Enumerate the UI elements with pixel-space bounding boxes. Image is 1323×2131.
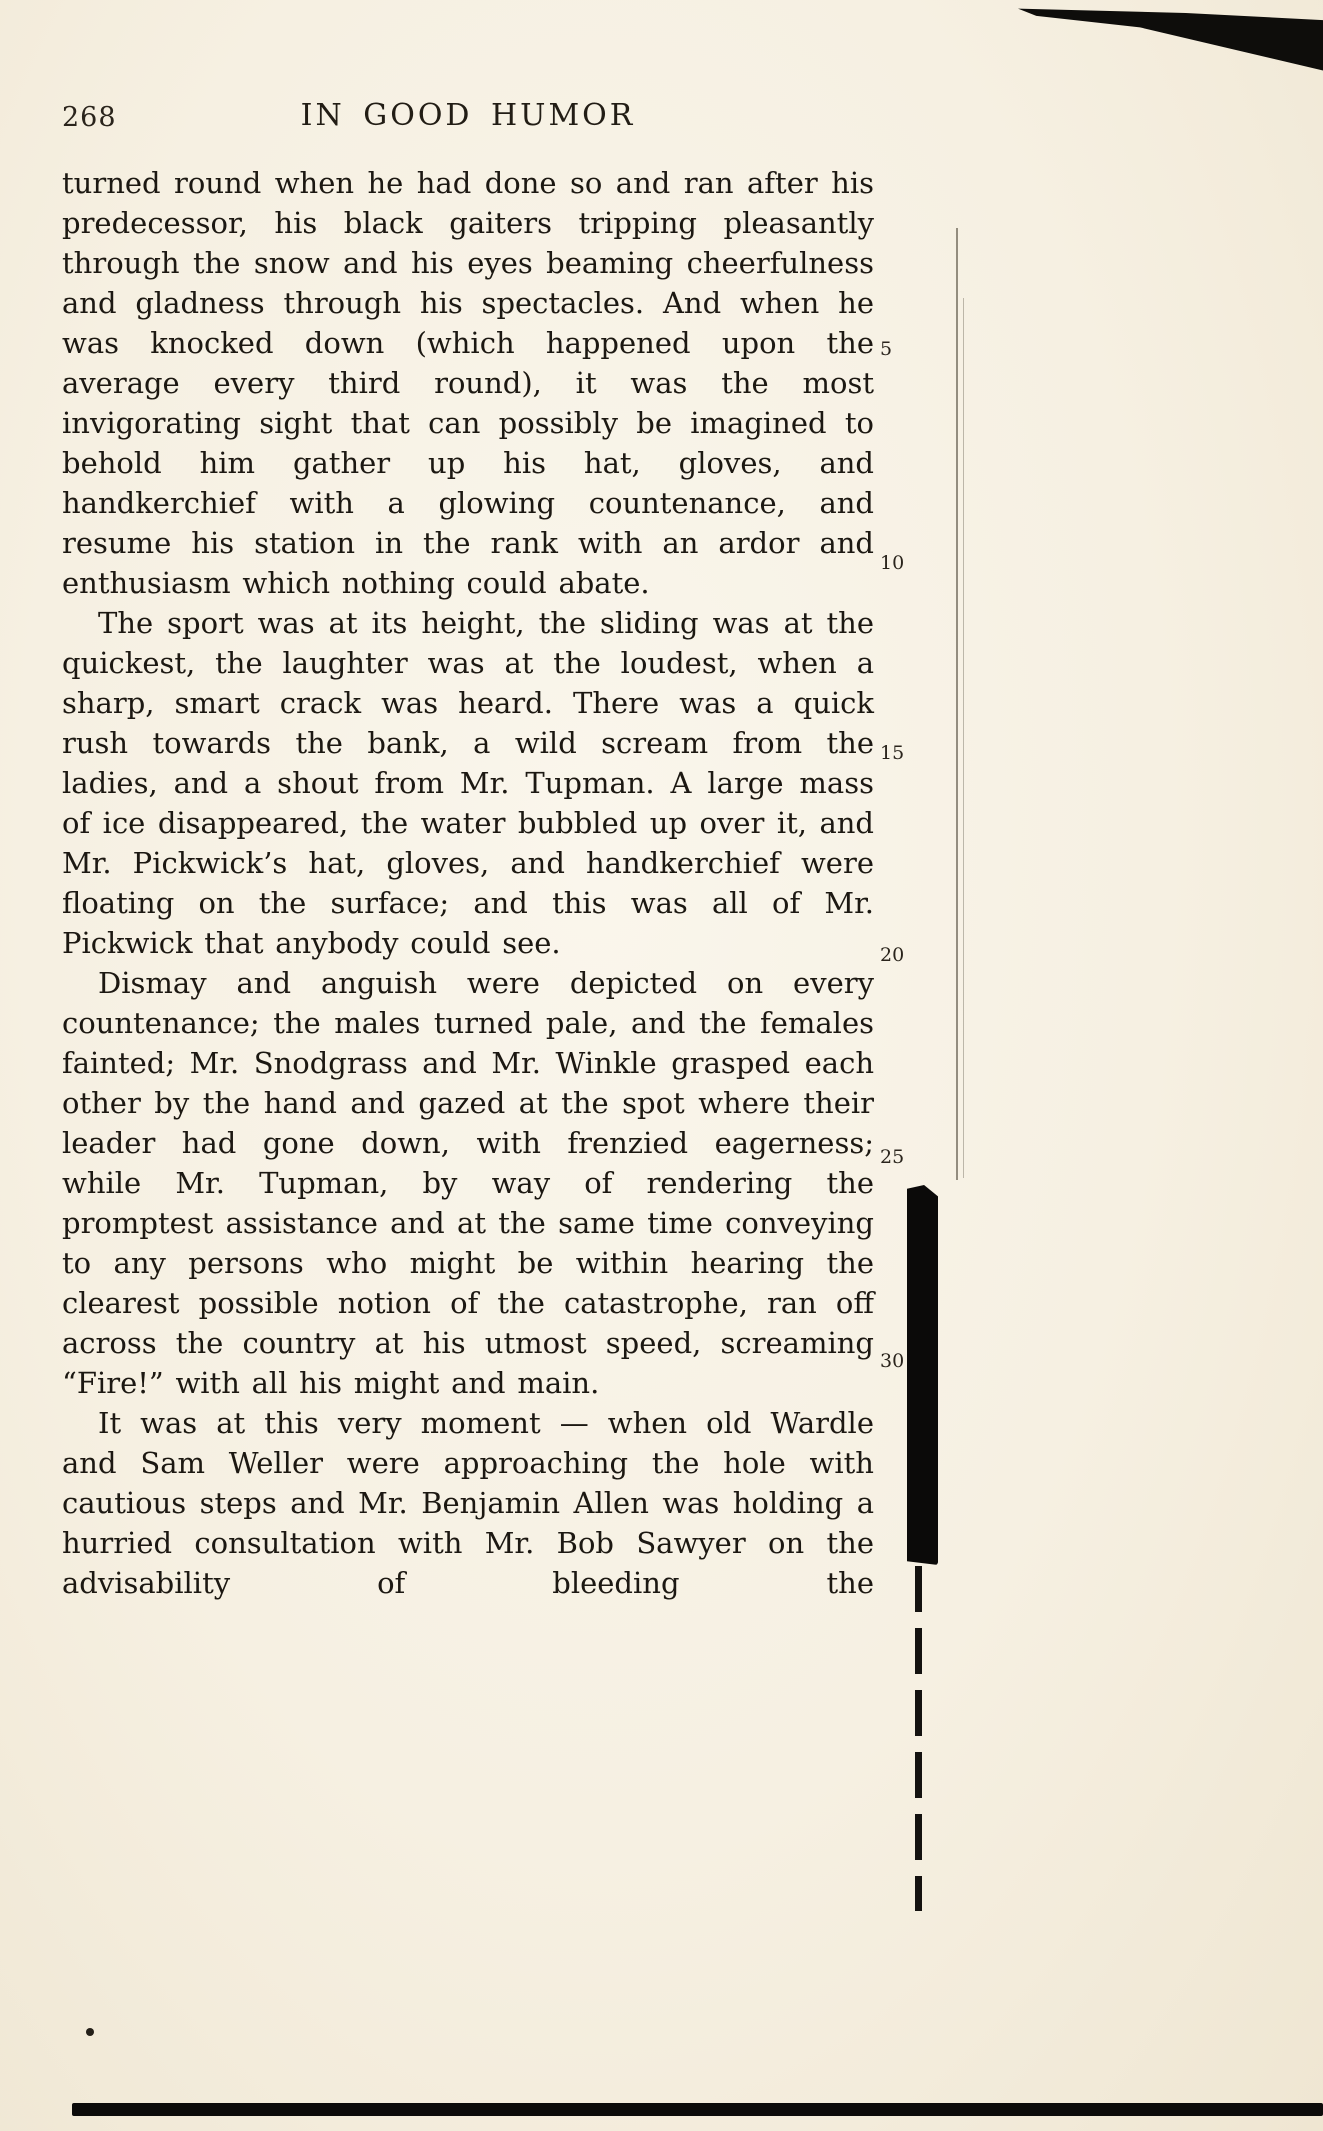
paragraph-4: It was at this very moment — when old Wardle and Sam Weller were approaching the hole with cautious steps and Mr. Benjamin Allen was holding a hurried consultation with Mr. Bob Sawyer on the advisability of bleeding the: [62, 1406, 874, 1600]
running-header: IN GOOD HUMOR: [300, 98, 636, 133]
scan-page-edge-line-2: [963, 298, 964, 1178]
page-head: [62, 98, 874, 140]
scan-corner-fold-artifact: [1018, 0, 1323, 72]
line-number-20: 20: [880, 944, 905, 966]
line-number-5: 5: [880, 338, 893, 360]
paragraph-1: turned round when he had done so and ran after his predecessor, his black gaiters tripping pleasantly through the snow and his eyes beaming cheerfulness and gladness through his spectacles. And when he was knocked down (which happened upon the average every third round), it was the most invigorating sight that can possibly be imagined to behold him gather up his hat, gloves, and handkerchief with a glowing countenance, and resume his station in the rank with an ardor and enthusiasm which nothing could abate.: [62, 166, 874, 600]
paragraph-3: Dismay and anguish were depicted on every countenance; the males turned pale, and the females fainted; Mr. Snodgrass and Mr. Winkle grasped each other by the hand and gazed at the spot where their leader had gone down, with frenzied eagerness; while Mr. Tupman, by way of rendering the promptest assistance and at the same time conveying to any persons who might be within hearing the clearest possible notion of the catastrophe, ran off across the country at his utmost speed, screaming “Fire!” with all his might and main.: [62, 966, 874, 1400]
line-number-25: 25: [880, 1146, 905, 1168]
scan-ink-tail-artifact: [915, 1566, 922, 1911]
scan-stray-dot-artifact: [86, 2028, 94, 2036]
paragraph-2: The sport was at its height, the sliding was at the quickest, the laughter was at the loudest, when a sharp, smart crack was heard. There was a quick rush towards the bank, a wild scream from the ladies, and a shout from Mr. Tupman. A large mass of ice disappeared, the water bubbled up over it, and Mr. Pickwick’s hat, gloves, and handkerchief were floating on the surface; and this was all of Mr. Pickwick that anybody could see.: [62, 606, 874, 960]
scan-ink-bar-artifact: [907, 1185, 938, 1565]
line-number-10: 10: [880, 552, 905, 574]
scan-bottom-bar-artifact: [72, 2103, 1323, 2116]
body-text: [62, 163, 874, 1603]
scan-page-edge-line: [956, 228, 958, 1180]
line-number-15: 15: [880, 742, 905, 764]
page-number: 268: [62, 102, 117, 133]
line-number-30: 30: [880, 1350, 905, 1372]
